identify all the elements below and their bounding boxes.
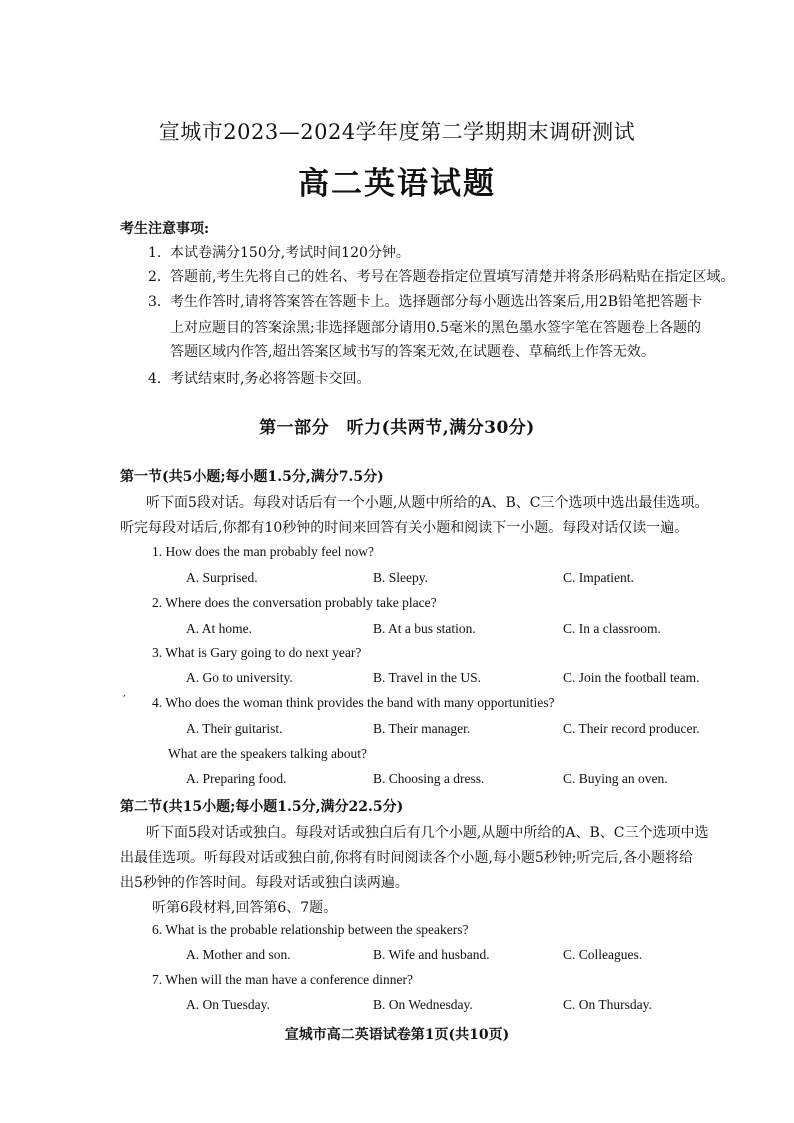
option-b: B. Travel in the US. xyxy=(373,670,482,685)
notice-item-4: 4. 考试结束时,务必将答题卡交回。 xyxy=(148,371,371,387)
option-b: B. On Wednesday. xyxy=(373,997,473,1012)
question-stem: 4. Who does the woman think provides the band with many opportunities? xyxy=(152,695,555,710)
option-c: C. Colleagues. xyxy=(563,947,643,962)
section1-heading: 第一节(共5小题;每小题1.5分,满分7.5分) xyxy=(120,469,384,485)
option-a: A. At home. xyxy=(186,621,252,636)
section2-instruction-1: 听下面5段对话或独白。每段对话或独白后有几个小题,从题中所给的A、B、C三个选项中选 xyxy=(146,825,709,841)
stray-mark-icon: ′ xyxy=(123,693,126,707)
option-b: B. Sleepy. xyxy=(373,570,428,585)
option-c: C. In a classroom. xyxy=(563,621,661,636)
option-c: C. Join the football team. xyxy=(563,670,700,685)
notice-item-3-line-3: 答题区域内作答,超出答案区域书写的答案无效,在试题卷、草稿纸上作答无效。 xyxy=(170,344,655,360)
question-stem: 7. When will the man have a conference dinner? xyxy=(152,972,414,987)
question-stem: 6. What is the probable relationship between the speakers? xyxy=(152,922,469,937)
option-a: A. Go to university. xyxy=(186,670,293,685)
option-b: B. Choosing a dress. xyxy=(373,771,485,786)
question-stem: 1. How does the man probably feel now? xyxy=(152,544,374,559)
option-a: A. On Tuesday. xyxy=(186,997,270,1012)
option-c: C. Buying an oven. xyxy=(563,771,668,786)
section1-instruction-2: 听完每段对话后,你都有10秒钟的时间来回答有关小题和阅读下一小题。每段对话仅读一遍。 xyxy=(120,520,689,536)
exam-title: 宣城市2023—2024学年度第二学期期末调研测试 xyxy=(158,120,636,144)
option-a: A. Their guitarist. xyxy=(186,721,283,736)
option-c: C. On Thursday. xyxy=(563,997,652,1012)
subject-title: 高二英语试题 xyxy=(298,166,496,202)
question-stem: What are the speakers talking about? xyxy=(168,746,368,761)
option-c: C. Impatient. xyxy=(563,570,634,585)
option-a: A. Preparing food. xyxy=(186,771,287,786)
option-a: A. Surprised. xyxy=(186,570,258,585)
question-stem: 3. What is Gary going to do next year? xyxy=(152,645,362,660)
section2-heading: 第二节(共15小题;每小题1.5分,满分22.5分) xyxy=(120,799,404,815)
part-heading: 第一部分 听力(共两节,满分30分) xyxy=(259,418,535,438)
option-c: C. Their record producer. xyxy=(563,721,700,736)
notice-item-2: 2. 答题前,考生先将自己的姓名、考号在答题卷指定位置填写清楚并将条形码粘贴在指定区域。 xyxy=(148,269,735,285)
option-b: B. At a bus station. xyxy=(373,621,476,636)
option-b: B. Their manager. xyxy=(373,721,471,736)
option-b: B. Wife and husband. xyxy=(373,947,490,962)
notice-heading: 考生注意事项: xyxy=(120,221,210,237)
notice-item-1: 1. 本试卷满分150分,考试时间120分钟。 xyxy=(148,245,410,261)
section2-instruction-3: 出5秒钟的作答时间。每段对话或独白读两遍。 xyxy=(120,875,409,891)
material-note: 听第6段材料,回答第6、7题。 xyxy=(152,900,338,916)
question-stem: 2. Where does the conversation probably take place? xyxy=(152,595,437,610)
notice-item-3-line-2: 上对应题目的答案涂黑;非选择题部分请用0.5毫米的黑色墨水签字笔在答题卷上各题的 xyxy=(170,320,701,336)
notice-item-3: 3. 考生作答时,请将答案答在答题卡上。选择题部分每小题选出答案后,用2B铅笔把答题卡 xyxy=(148,294,703,310)
option-a: A. Mother and son. xyxy=(186,947,291,962)
section2-instruction-2: 出最佳选项。听每段对话或独白前,你将有时间阅读各个小题,每小题5秒钟;听完后,各小题将给 xyxy=(120,850,693,866)
page-footer: 宣城市高二英语试卷第1页(共10页) xyxy=(284,1027,510,1043)
section1-instruction-1: 听下面5段对话。每段对话后有一个小题,从题中所给的A、B、C三个选项中选出最佳选项。 xyxy=(146,495,709,511)
